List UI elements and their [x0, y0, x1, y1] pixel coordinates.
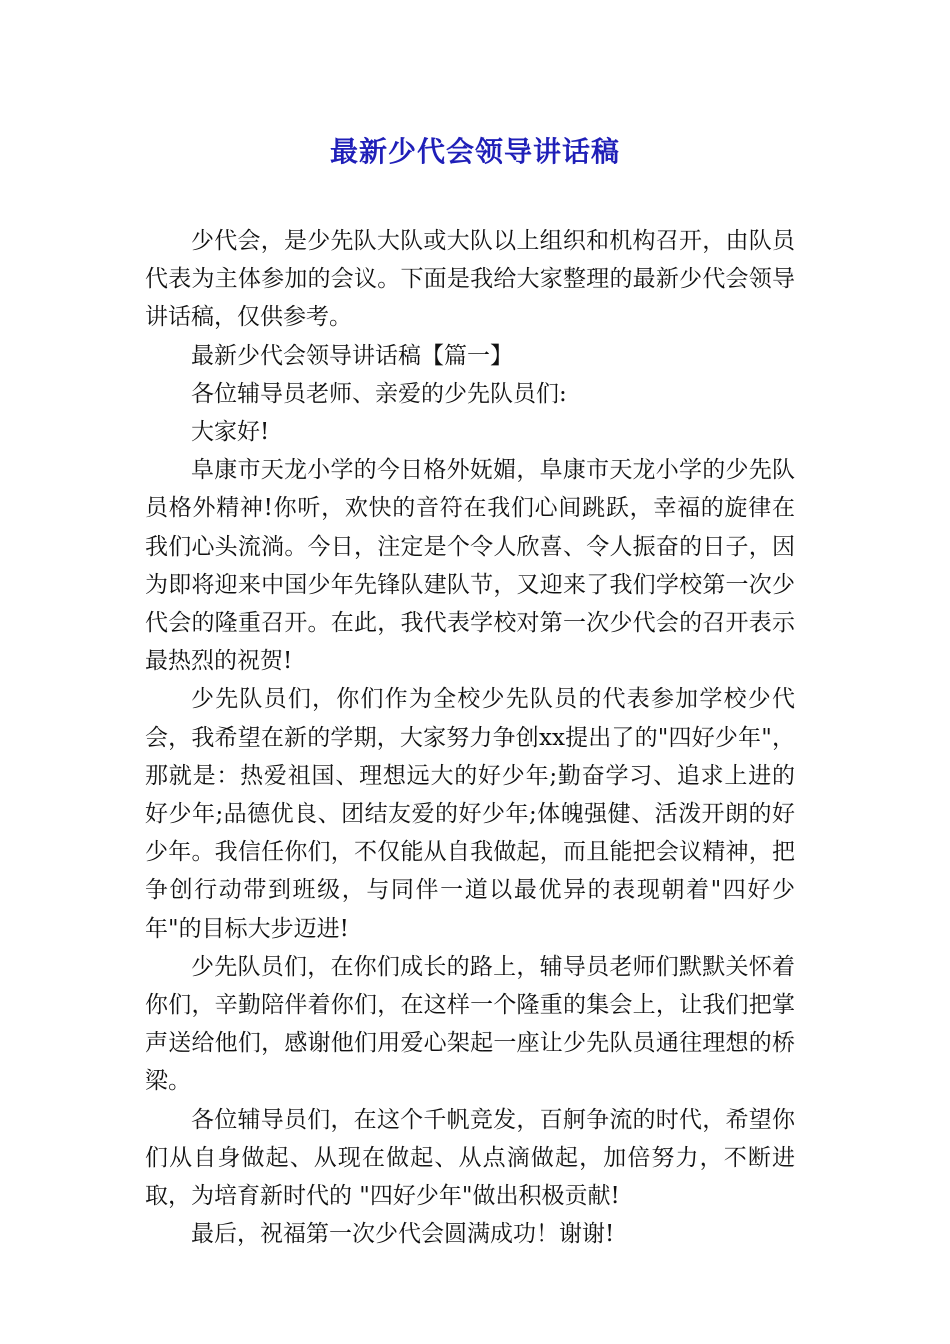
paragraph-body-1: 阜康市天龙小学的今日格外妩媚，阜康市天龙小学的少先队员格外精神!你听，欢快的音符在我们心间跳跃，幸福的旋律在我们心头流淌。今日，注定是个令人欣喜、令人振奋的日子，因为即将迎来中国少年先锋队建队节，又迎来了我们学校第一次少代会的隆重召开。在此，我代表学校对第一次少代会的召开表示最热烈的祝贺! — [145, 457, 795, 675]
paragraph-heading: 最新少代会领导讲话稿【篇一】 — [191, 342, 513, 369]
paragraph-body-2: 少先队员们，你们作为全校少先队员的代表参加学校少代会，我希望在新的学期，大家努力争创xx提出了的"四好少年"，那就是：热爱祖国、理想远大的好少年;勤奋学习、追求上进的好少年;品德优良、团结友爱的好少年;体魄强健、活泼开朗的好少年。我信任你们，不仅能从自我做起，而且能把会议精神，把争创行动带到班级，与同伴一道以最优异的表现朝着"四好少年"的目标大步迈进! — [145, 686, 795, 942]
paragraph-body-3: 少先队员们，在你们成长的路上，辅导员老师们默默关怀着你们，辛勤陪伴着你们，在这样一个隆重的集会上，让我们把掌声送给他们，感谢他们用爱心架起一座让少先队员通往理想的桥梁。 — [145, 953, 795, 1095]
document-title: 最新少代会领导讲话稿 — [329, 135, 620, 168]
paragraph-intro: 少代会，是少先队大队或大队以上组织和机构召开，由队员代表为主体参加的会议。下面是我给大家整理的最新少代会领导讲话稿，仅供参考。 — [145, 228, 795, 331]
document-body — [145, 222, 795, 1253]
paragraph-body-4: 各位辅导员们，在这个千帆竞发，百舸争流的时代，希望你们从自身做起、从现在做起、从点滴做起，加倍努力，不断进取，为培育新时代的 "四好少年"做出积极贡献! — [145, 1106, 795, 1210]
paragraph-closing: 最后，祝福第一次少代会圆满成功！谢谢! — [191, 1221, 615, 1248]
paragraph-greeting: 大家好! — [191, 419, 270, 446]
paragraph-salutation: 各位辅导员老师、亲爱的少先队员们: — [191, 380, 567, 407]
